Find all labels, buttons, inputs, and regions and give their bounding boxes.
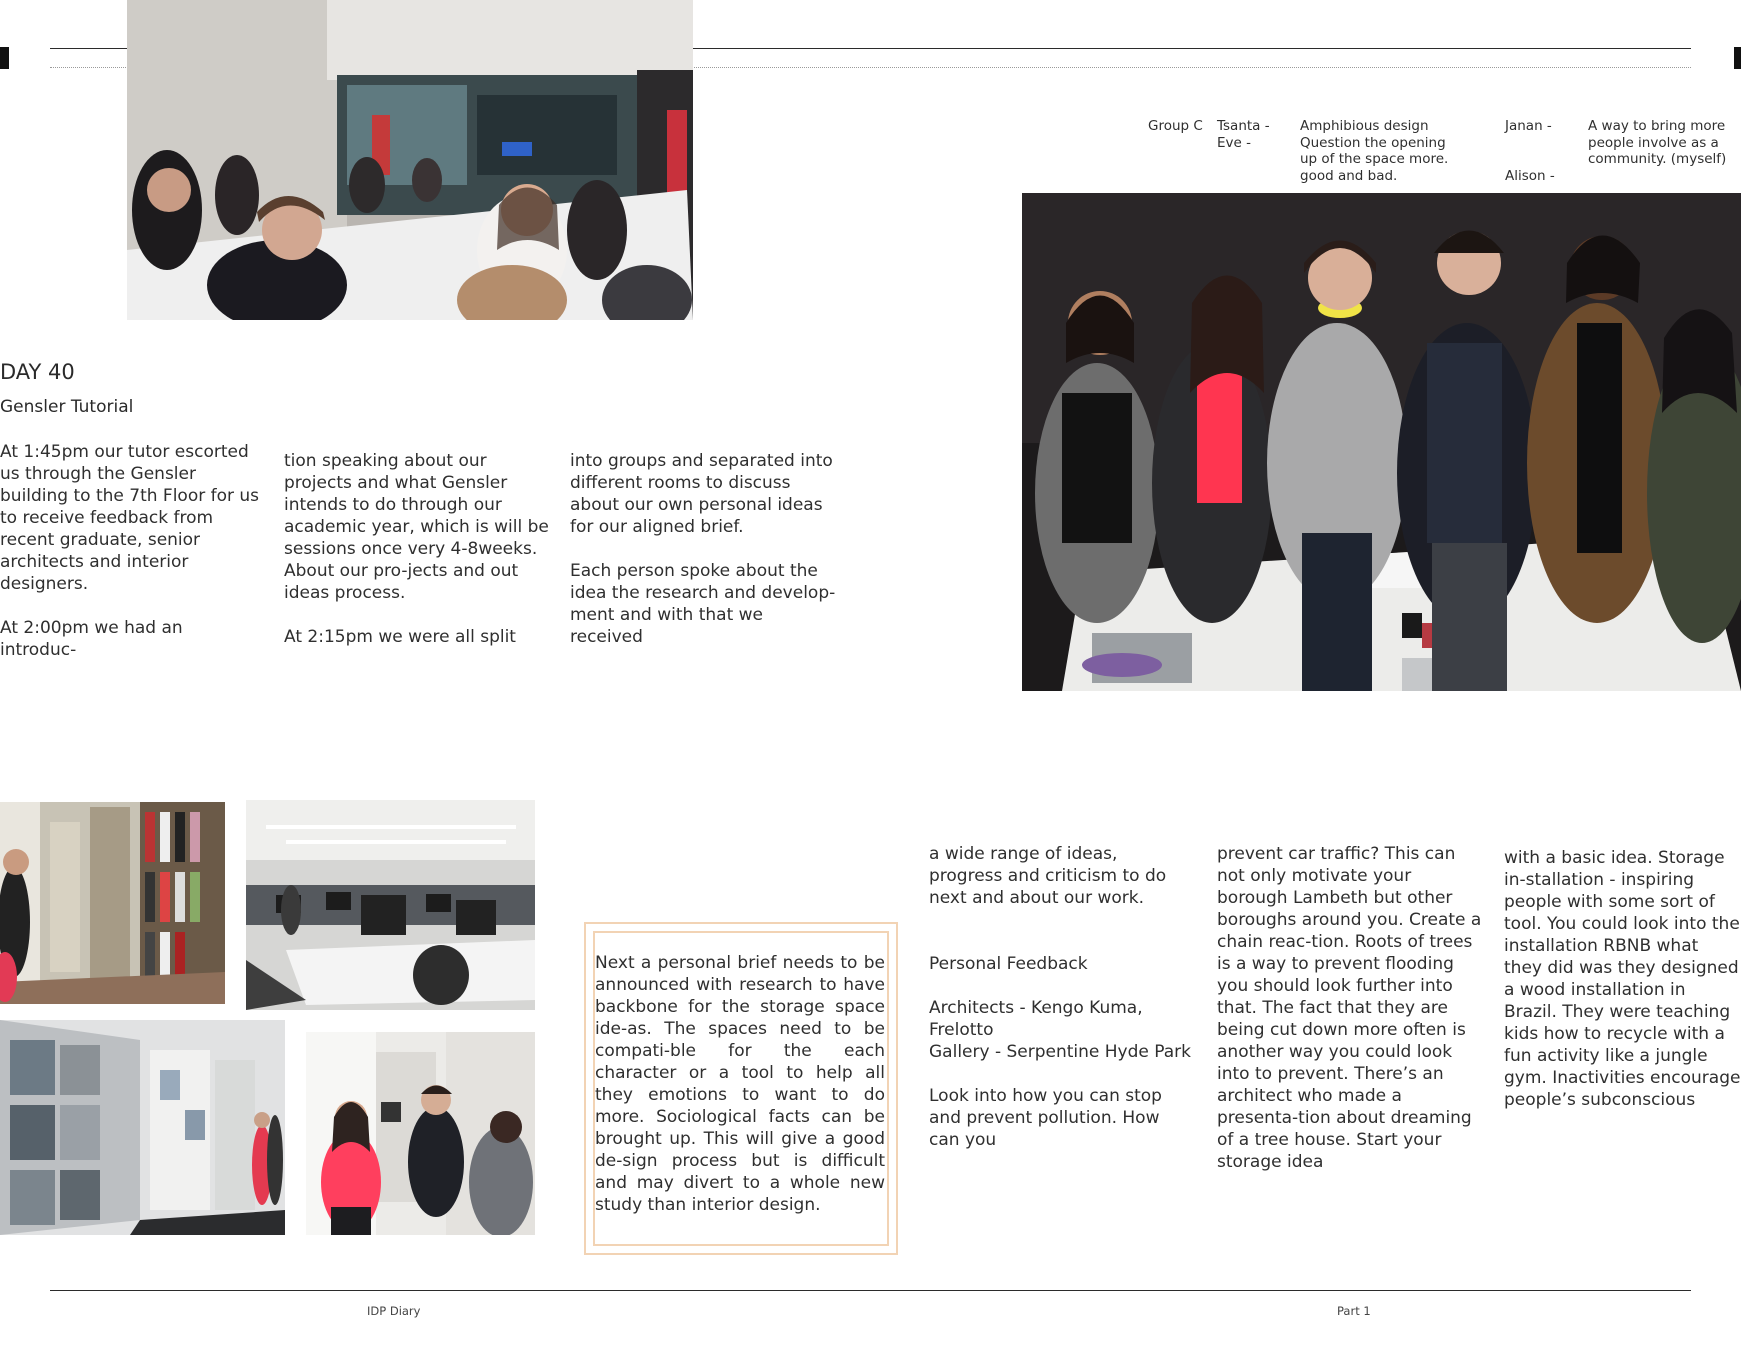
top-rule-right (692, 48, 1691, 49)
footer-rule (50, 1290, 1691, 1291)
discussion-group-photo (306, 1032, 535, 1235)
paragraph: Look into how you can stop and prevent pollution. How can you (929, 1086, 1162, 1150)
group-notes-1: Amphibious design Question the opening up of the space more. good and bad. (1300, 118, 1449, 184)
paragraph: At 1:45pm our tutor escorted us through the Gensler building to the 7th Floor for us to receive feedback from recent graduate, senior architects and interior designers. (0, 442, 260, 594)
text-column-1 (0, 441, 262, 661)
paragraph: At 2:00pm we had an introduc- (0, 618, 183, 660)
group-notes-2: A way to bring more people involve as a community. (myself) (1588, 118, 1727, 167)
member-name: Tsanta - (1217, 118, 1270, 134)
paragraph: into groups and separated into different rooms to discuss about our own personal ideas for our aligned brief. (570, 451, 833, 537)
group-label: Group C (1148, 118, 1203, 134)
group-names-2 (1505, 118, 1555, 184)
library-shelves-photo (0, 802, 225, 1004)
group-names-1 (1217, 118, 1270, 151)
right-edge-mark (1734, 47, 1741, 69)
footer-right-label: Part 1 (1337, 1304, 1371, 1318)
member-name: Alison - (1505, 167, 1555, 184)
page-subtitle: Gensler Tutorial (0, 397, 134, 417)
right-text-column-1 (929, 843, 1194, 1151)
paragraph: a wide range of ideas, progress and criticism to do next and about our work. (929, 844, 1167, 908)
day-title: DAY 40 (0, 360, 75, 384)
member-name: Eve - (1217, 134, 1251, 151)
group-portrait-photo (1022, 193, 1741, 691)
top-rule-left (50, 48, 128, 49)
paragraph: At 2:15pm we were all split (284, 627, 516, 647)
text-column-2 (284, 450, 554, 648)
paragraph: with a basic idea. Storage in-stallation - inspiring people with some sort of tool. You could look into the installation RBNB what they did was they designed a wood installation in Brazil. They were teaching kids how to recycle with a fun activity like a jungle gym. Inactivities encourage people’s subconscious (1504, 848, 1741, 1110)
section-heading: Personal Feedback (929, 954, 1088, 974)
left-edge-mark (0, 47, 9, 69)
callout-text: Next a personal brief needs to be announced with research to have backbone for the storage space ide-as. The spaces need to be compati-ble for the each character or a tool to help all they emotions to want to do more. Sociological facts can be brought up. This will give a good de-sign process but is difficult and may divert to a whole new study than interior design. (595, 953, 885, 1215)
right-text-column-3 (1504, 847, 1741, 1111)
text-column-3 (570, 450, 840, 648)
paragraph: tion speaking about our projects and what Gensler intends to do through our academic year, which is will be sessions once very 4-8weeks. About our pro-jects and out ideas process. (284, 451, 549, 603)
top-dotted-rule-right (692, 67, 1691, 68)
paragraph: prevent car traffic? This can not only motivate your borough Lambeth but other boroughs around you. Create a chain reac-tion. Roots of trees is a way to prevent flooding you should look further into that. The fact that they are being cut down more often is another way you could look into to prevent. There’s an architect who made a presenta-tion about dreaming of a tree house. Start your storage idea (1217, 844, 1482, 1172)
paragraph: Architects - Kengo Kuma, Frelotto Gallery - Serpentine Hyde Park (929, 998, 1192, 1062)
open-office-photo (246, 800, 535, 1010)
paragraph: Each person spoke about the idea the research and develop-ment and with that we received (570, 561, 836, 647)
gallery-corridor-photo (0, 1020, 285, 1235)
member-name: Janan - (1505, 118, 1552, 134)
right-text-column-2 (1217, 843, 1487, 1173)
meeting-room-photo (127, 0, 693, 320)
footer-left-label: IDP Diary (367, 1304, 421, 1318)
top-dotted-rule-left (50, 67, 128, 68)
